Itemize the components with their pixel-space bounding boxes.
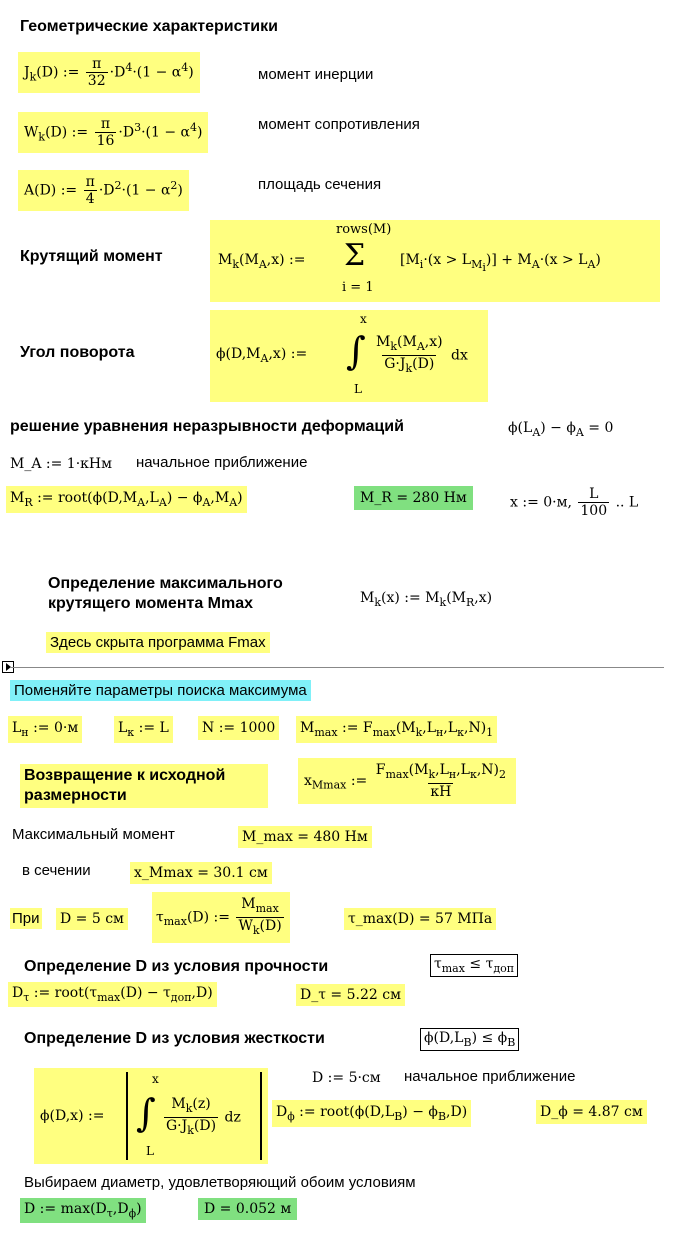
stiffness-condition[interactable]: $\phi(D,L_B) \le \phi_B$: [420, 1028, 519, 1051]
xmmax-result[interactable]: x_Mmax = 30.1 см: [130, 862, 272, 884]
dtau-result[interactable]: D_τ = 5.22 см: [296, 984, 405, 1006]
wk-formula[interactable]: $W_k(D)$ := $\frac{\pi}{16}$ $\cdot D^3\cdot(1 - \alpha^4)$: [18, 112, 208, 153]
area-description: площадь сечения: [258, 176, 382, 193]
wk-description: момент сопротивления: [258, 116, 420, 133]
initial-approximation-label: начальное приближение: [136, 454, 308, 471]
lk-param[interactable]: $L_к$ := L: [114, 716, 173, 743]
dphi-root-formula[interactable]: $D_\phi$ := $root(\phi(D,L_B) - \phi_B,D)$: [272, 1100, 471, 1127]
d-final-result[interactable]: D = 0.052 м: [198, 1198, 297, 1220]
tau-max-formula[interactable]: $\tau_{max}(D)$ := $\frac{M_{max}}{W_k(D)}$: [152, 892, 290, 943]
mmax-result[interactable]: M_max = 480 Нм: [238, 826, 372, 848]
region-divider: [10, 667, 664, 668]
dtau-root-formula[interactable]: $D_\tau$ := $root(\tau_{max}(D) - \tau_{доп},D)$: [8, 982, 217, 1007]
torque-heading: Крутящий момент: [20, 248, 163, 265]
max-torque-heading: Определение максимального крутящего момента Mmax: [48, 575, 283, 612]
d-value[interactable]: D = 5 см: [56, 908, 128, 930]
geom-heading: Геометрические характеристики: [20, 18, 278, 35]
mmax-formula[interactable]: $M_{max}$ := $F_{max}(M_k,L_н,L_к,N)_1$: [296, 716, 497, 743]
angle-heading: Угол поворота: [20, 344, 135, 361]
x-range[interactable]: x := 0·м, $\frac{L}{100}$ .. L: [510, 486, 639, 519]
stiffness-heading: Определение D из условия жесткости: [24, 1030, 325, 1047]
mr-root-formula[interactable]: $M_R$ := $root(\phi(D,M_A,L_A) - \phi_A,M_A)$: [6, 486, 247, 513]
hidden-program-note[interactable]: Здесь скрыта программа Fmax: [46, 632, 270, 653]
jk-description: момент инерции: [258, 66, 374, 83]
lh-param[interactable]: $L_н$ := 0·м: [8, 716, 82, 743]
solution-heading: решение уравнения неразрывности деформаций: [10, 418, 404, 435]
angle-formula[interactable]: $\phi(D,M_A,x)$ := x ∫ L $\frac{M_k(M_A,x)}{G\cdot J_k(D)}$ dx: [210, 310, 488, 402]
strength-condition[interactable]: $\tau_{max} \le \tau_{доп}$: [430, 954, 518, 977]
initial-approximation-label-2: начальное приближение: [404, 1068, 576, 1085]
phi-integral-formula[interactable]: ϕ(D,x) := x ∫ L $\frac{M_k(z)}{G\cdot J_k(D)}$ dz: [34, 1068, 268, 1164]
back-heading: Возвращение к исходной размерности: [20, 764, 268, 808]
dphi-result[interactable]: D_ϕ = 4.87 см: [536, 1100, 647, 1124]
max-moment-label: Максимальный момент: [12, 826, 175, 843]
mr-result[interactable]: M_R = 280 Нм: [354, 486, 473, 510]
area-formula[interactable]: A(D) := $\frac{\pi}{4}$ $\cdot D^2\cdot(1 - \alpha^2)$: [18, 170, 189, 211]
d-initial[interactable]: D := 5·см: [312, 1070, 381, 1086]
in-section-label: в сечении: [22, 862, 91, 879]
continuity-equation[interactable]: $\phi(L_A) - \phi_A = 0$: [508, 420, 614, 439]
tau-max-result[interactable]: τ_max(D) = 57 МПа: [344, 908, 496, 930]
search-params-note[interactable]: Поменяйте параметры поиска максимума: [10, 680, 311, 701]
n-param[interactable]: N := 1000: [198, 716, 279, 740]
strength-heading: Определение D из условия прочности: [24, 958, 329, 975]
mk-x-formula[interactable]: $M_k(x)$ := $M_k(M_R,x)$: [360, 590, 493, 609]
xmmax-formula[interactable]: $x_{Mmax}$ := $\frac{F_{max}(M_k,L_н,L_к,N)_2}{кН}$: [298, 758, 516, 804]
jk-formula[interactable]: $J_k(D)$ := $\frac{\pi}{32}$ $\cdot D^4\cdot(1 - \alpha^4)$: [18, 52, 200, 93]
torque-formula[interactable]: $M_k(M_A,x)$ := rows(M) Σ i = 1 $[M_i\cdot(x > L_{M_i})] + M_A\cdot(x > L_A)$: [210, 220, 660, 302]
choose-label: Выбираем диаметр, удовлетворяющий обоим условиям: [24, 1174, 416, 1191]
ma-initial[interactable]: M_A := 1·кНм: [10, 456, 112, 472]
at-label: При: [12, 910, 40, 927]
d-max-formula[interactable]: D := $\max(D_\tau,D_\phi)$: [20, 1198, 146, 1223]
